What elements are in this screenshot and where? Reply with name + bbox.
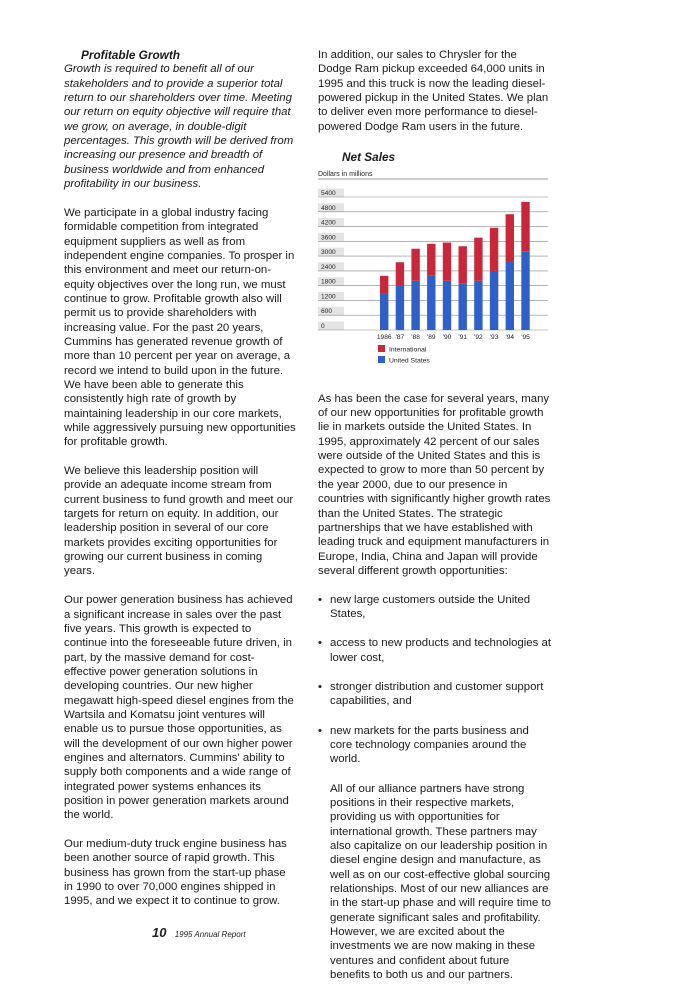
y-tick-label: 600 (321, 308, 333, 316)
x-tick-label: '87 (395, 334, 405, 342)
bar-international (411, 249, 419, 281)
left-column (64, 48, 296, 923)
footer-label: 1995 Annual Report (174, 930, 246, 939)
y-tick-label: 4800 (321, 205, 336, 213)
x-tick-label: '92 (474, 334, 483, 342)
right-column (318, 48, 552, 997)
bar-united-states (459, 284, 467, 331)
bar-united-states (443, 281, 451, 330)
x-tick-label: '93 (489, 334, 499, 342)
bar-international (427, 244, 435, 276)
bar-international (396, 263, 404, 286)
y-tick-label: 4200 (321, 219, 336, 227)
bar-united-states (474, 281, 482, 330)
list-item: • new large customers outside the United States, (318, 593, 531, 620)
x-tick-label: '94 (505, 334, 515, 342)
bar-international (459, 247, 467, 284)
x-tick-label: '91 (458, 334, 467, 342)
legend-swatch (378, 356, 385, 363)
page-number: 10 (152, 925, 167, 940)
body-paragraph: We participate in a global industry facing formidable competition from integrated equipment suppliers as well as from independent engine companies. To prosper in this environment and meet our return-on-equity objectives over the long run, we must continue to grow. Profitable growth also will permit us to provide shareholders with increasing value. For the past 20 years, Cummins has generated revenue growth of more than 10 percent per year on average, a record we intend to build upon in the future. We have been able to generate this consistently high rate of growth by maintaining leadership in our core markets, while aggressively pursuing new opportunities for profitable growth. (64, 206, 296, 449)
body-paragraph: In addition, our sales to Chrysler for the Dodge Ram pickup exceeded 64,000 units in 1995 and this truck is now the leading diesel-powered pickup in the United States. We plan to deliver even more performance to diesel-powered Dodge Ram users in the future. (318, 49, 549, 133)
bullet-icon: • (318, 593, 322, 606)
bar-united-states (506, 261, 514, 330)
bar-international (490, 228, 498, 271)
x-tick-label: '88 (411, 334, 420, 342)
body-paragraph: All of our alliance partners have strong positions in their respective markets, providing us with opportunities for international growth. These partners may also capitalize on our leadership position in diesel engine design and manufacture, as well as on our cost-effective global sourcing relationships. Most of our new alliances are in the start-up phase and will require time to generate significant sales and profitability. However, we are excited about the investments we are now making in these ventures and confident about future benefits to both us and our partners. (330, 782, 551, 982)
y-tick-label: 5400 (321, 190, 336, 198)
net-sales-chart (318, 167, 552, 379)
bar-united-states (427, 276, 435, 330)
y-tick-label: 1200 (321, 293, 336, 301)
list-item: • access to new products and technologies at lower cost, (318, 637, 551, 664)
bar-united-states (521, 252, 529, 331)
x-tick-label: '90 (442, 334, 452, 342)
body-paragraph: Our power generation business has achieved a significant increase in sales over the past five years. This growth is expected to continue into the foreseeable future driven, in part, by the massive demand for cost-effective power generation solutions in developing countries. Our new higher megawatt high-speed diesel engines from the Wartsila and Komatsu joint ventures will enable us to pursue those opportunities, as will the development of our own higher power engines and alternators. Cummins' ability to supply both components and a wide range of integrated power systems enhances its position in power generation markets around the world. (64, 594, 294, 822)
section-heading: Profitable Growth (81, 48, 180, 62)
chart-title: Net Sales (342, 150, 396, 165)
x-tick-label: 1986 (376, 334, 392, 342)
y-tick-label: 3000 (321, 249, 336, 257)
bar-international (443, 243, 451, 281)
body-paragraph: We believe this leadership position will provide an adequate income stream from current business to fund growth and meet our targets for return on equity. In addition, our leadership position in several of our core markets provides exciting opportunities for growing our current business in coming years. (64, 465, 294, 578)
bar-international (380, 276, 388, 293)
bullet-list (318, 593, 552, 767)
bullet-icon: • (318, 724, 322, 737)
bar-united-states (396, 286, 404, 330)
y-axis-label: Dollars in millions (318, 171, 373, 179)
y-tick-label: 1800 (321, 279, 336, 287)
bar-international (506, 215, 514, 262)
y-tick-label: 3600 (321, 234, 336, 242)
bullet-icon: • (318, 637, 322, 650)
body-paragraph: Our medium-duty truck engine business has been another source of rapid growth. This business has grown from the start-up phase in 1990 to over 70,000 engines shipped in 1995, and we expect it to continue to grow. (64, 838, 287, 908)
list-item: • new markets for the parts business and core technology companies around the world. (318, 724, 529, 766)
body-paragraph: As has been the case for several years, many of our new opportunities for profitable growth lie in markets outside the United States. In 1995, approximately 42 percent of our sales were outside of the United States and this is expected to grow to more than 50 percent by the year 2000, due to our presence in countries with significantly higher growth rates than the United States. The strategic partnerships that we have established with leading truck and equipment manufacturers in Europe, India, China and Japan will provide several different growth opportunities: (318, 392, 551, 577)
y-tick-label: 0 (321, 323, 325, 331)
x-tick-label: '95 (521, 334, 530, 342)
y-tick-label: 2400 (321, 264, 336, 272)
legend-swatch (378, 345, 385, 352)
legend-label: International (389, 346, 427, 354)
bullet-icon: • (318, 680, 322, 693)
bar-united-states (490, 271, 498, 330)
legend-label: United States (389, 357, 430, 365)
bar-united-states (411, 281, 419, 330)
bar-united-states (380, 293, 388, 330)
intro-paragraph: Growth is required to benefit all of our stakeholders and to provide a superior total return to our shareholders over time. Meeting our return on equity objective will require that we grow, on average, in double-digit percentages. This growth will be derived from increasing our presence and breadth of business worldwide and from enhanced profitability in our business. (64, 63, 294, 191)
x-tick-label: '89 (427, 334, 436, 342)
list-item: • stronger distribution and customer support capabilities, and (318, 680, 544, 708)
page-footer (152, 925, 246, 940)
bar-international (474, 238, 482, 281)
bar-international (521, 202, 529, 251)
